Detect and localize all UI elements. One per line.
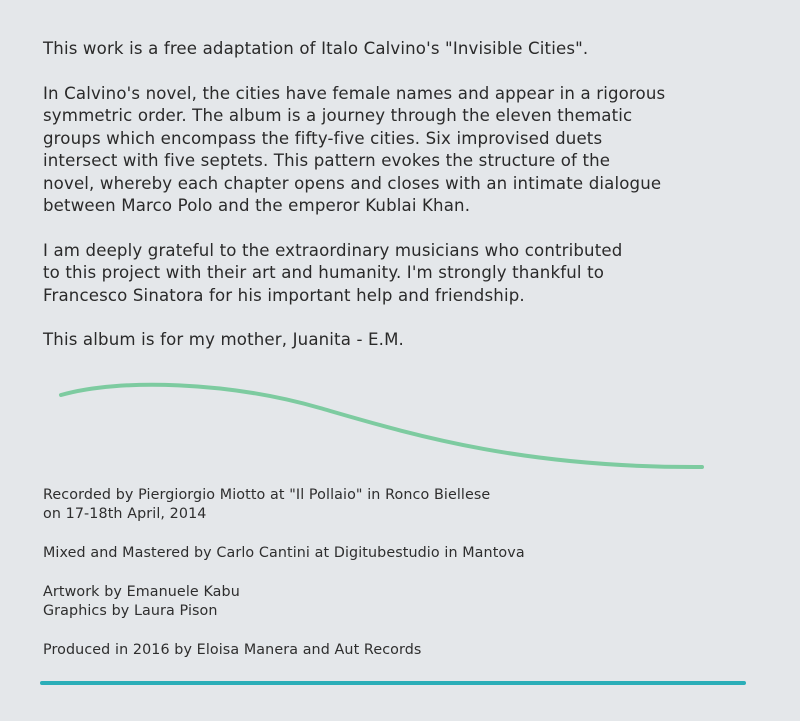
- novel-paragraph-line: intersect with five septets. This pattern evokes the structure of the: [43, 151, 611, 170]
- thanks-paragraph-line: I am deeply grateful to the extraordinary musicians who contributed: [43, 240, 623, 260]
- intro-line: This work is a free adaptation of Italo Calvino's "Invisible Cities".: [43, 39, 589, 58]
- novel-paragraph-line: In Calvino's novel, the cities have female names and appear in a rigorous: [43, 83, 666, 103]
- produced-credit-line: Produced in 2016 by Eloisa Manera and Aut Records: [43, 642, 422, 658]
- novel-paragraph-line: novel, whereby each chapter opens and closes with an intimate dialogue: [43, 173, 662, 193]
- novel-paragraph-line: symmetric order. The album is a journey through the eleven thematic: [43, 106, 633, 125]
- recorded-credit-line: on 17-18th April, 2014: [43, 506, 207, 522]
- dedication-line: This album is for my mother, Juanita - E.M.: [43, 330, 404, 349]
- novel-paragraph-line: between Marco Polo and the emperor Kublai Khan.: [43, 196, 471, 215]
- thanks-paragraph-line: to this project with their art and humanity. I'm strongly thankful to: [43, 263, 605, 282]
- credits-block: [43, 486, 763, 660]
- bottom-divider-line: [40, 681, 746, 685]
- recorded-credit-line: Recorded by Piergiorgio Miotto at "Il Pollaio" in Ronco Biellese: [43, 487, 491, 503]
- graphics-credit-line: Graphics by Laura Pison: [43, 603, 218, 619]
- thanks-paragraph-line: Francesco Sinatora for his important help and friendship.: [43, 285, 525, 305]
- artwork-credit-line: Artwork by Emanuele Kabu: [43, 584, 240, 600]
- mixed-credit-line: Mixed and Mastered by Carlo Cantini at Digitubestudio in Mantova: [43, 545, 525, 561]
- novel-paragraph-line: groups which encompass the fifty-five cities. Six improvised duets: [43, 128, 603, 148]
